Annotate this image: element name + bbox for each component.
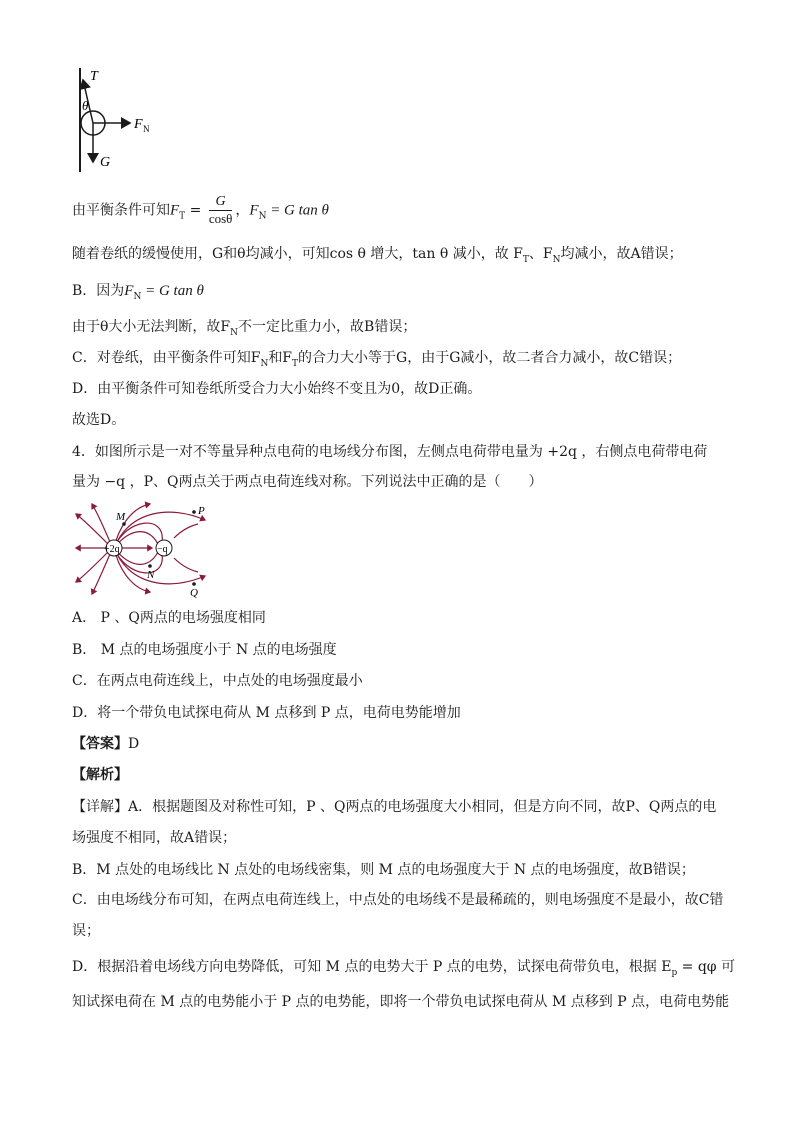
line-4: 由于θ大小无法判断，故$F_N$不一定比重力小，故B错误； <box>72 319 417 338</box>
label-FN-sub: N <box>143 124 150 134</box>
line-3: B．因为$F_N = G$ tan θ <box>72 283 204 302</box>
detail-line-7: 知试探电荷在 M 点的电势能小于 P 点的电势能，即将一个带负电试探电荷从 M 点移到 P 点，电荷电势能 <box>72 994 730 1010</box>
detail-line-2: 场强度不相同，故A错误； <box>72 830 237 846</box>
force-diagram <box>70 66 170 176</box>
detail-line-3: B．M 点处的电场线比 N 点处的电场线密集，则 M 点的电场强度大于 N 点的电场强度，故B错误； <box>72 862 695 878</box>
point-P <box>192 510 196 514</box>
label-N: N <box>147 569 155 581</box>
option-B: B． M 点的电场强度小于 N 点的电场强度 <box>72 642 337 658</box>
charge-left-label: +2q <box>104 544 120 555</box>
question-4-line-1: 4．如图所示是一对不等量异种点电荷的电场线分布图，左侧点电荷带电量为 +2q ，右侧点电荷带电荷 <box>72 444 708 460</box>
label-FN: F <box>134 117 143 132</box>
line-equilibrium: 由平衡条件可知$F_T$ = $\frac{G}{\cos\theta}$ ，$F_N = G$ tan θ <box>72 194 329 226</box>
field-line <box>76 514 108 544</box>
analysis-heading: 【解析】 <box>72 767 128 783</box>
option-C: C．在两点电荷连线上，中点处的电场强度最小 <box>72 673 363 689</box>
line-7: 故选D。 <box>72 412 126 428</box>
point-N <box>148 564 152 568</box>
option-D: D．将一个带负电试探电荷从 M 点移到 P 点，电荷电势能增加 <box>72 705 461 721</box>
label-T: T <box>90 69 98 84</box>
field-line <box>174 558 198 572</box>
line-5: C．对卷纸，由平衡条件可知$F_N$和$F_T$的合力大小等于G，由于G减小，故二者合力减小，故C错误； <box>72 350 682 369</box>
label-theta: θ <box>82 98 89 113</box>
label-P: P <box>198 505 205 517</box>
label-Q: Q <box>190 587 198 599</box>
detail-line-6: D．根据沿着电场线方向电势降低，可知 M 点的电势大于 P 点的电势，试探电荷带负电，根据 $E_p = q\varphi$ 可 <box>72 959 736 978</box>
detail-line-5: 误； <box>72 923 100 939</box>
line-2: 随着卷纸的缓慢使用，G和θ均减小，可知cos θ 增大，tan θ 减小，故 $F_T$、$F_N$均减小，故A错误； <box>72 246 683 265</box>
point-Q <box>192 582 196 586</box>
field-line <box>92 554 110 594</box>
answer-line: 【答案】D <box>72 736 140 752</box>
field-line <box>174 524 198 538</box>
option-A: A． P 、Q两点的电场强度相同 <box>72 610 266 626</box>
fraction: $\frac{G}{\cos\theta}$ <box>208 194 233 226</box>
field-line-diagram <box>70 500 220 600</box>
field-line <box>76 552 108 582</box>
line-6: D．由平衡条件可知卷纸所受合力大小始终不变且为0，故D正确。 <box>72 381 482 397</box>
detail-line-4: C．由电场线分布可知，在两点电荷连线上，中点处的电场线不是最稀疏的，则电场强度不是最小，故C错 <box>72 892 724 908</box>
label-G: G <box>100 155 111 170</box>
detail-line-1: 【详解】A．根据题图及对称性可知，P 、Q两点的电场强度大小相同，但是方向不同，故P、Q两点的电 <box>72 799 717 815</box>
charge-right-label: −q <box>157 544 168 555</box>
question-4-line-2: 量为 −q ，P、Q两点关于两点电荷连线对称。下列说法中正确的是（ ） <box>72 474 543 490</box>
label-M: M <box>116 511 126 523</box>
